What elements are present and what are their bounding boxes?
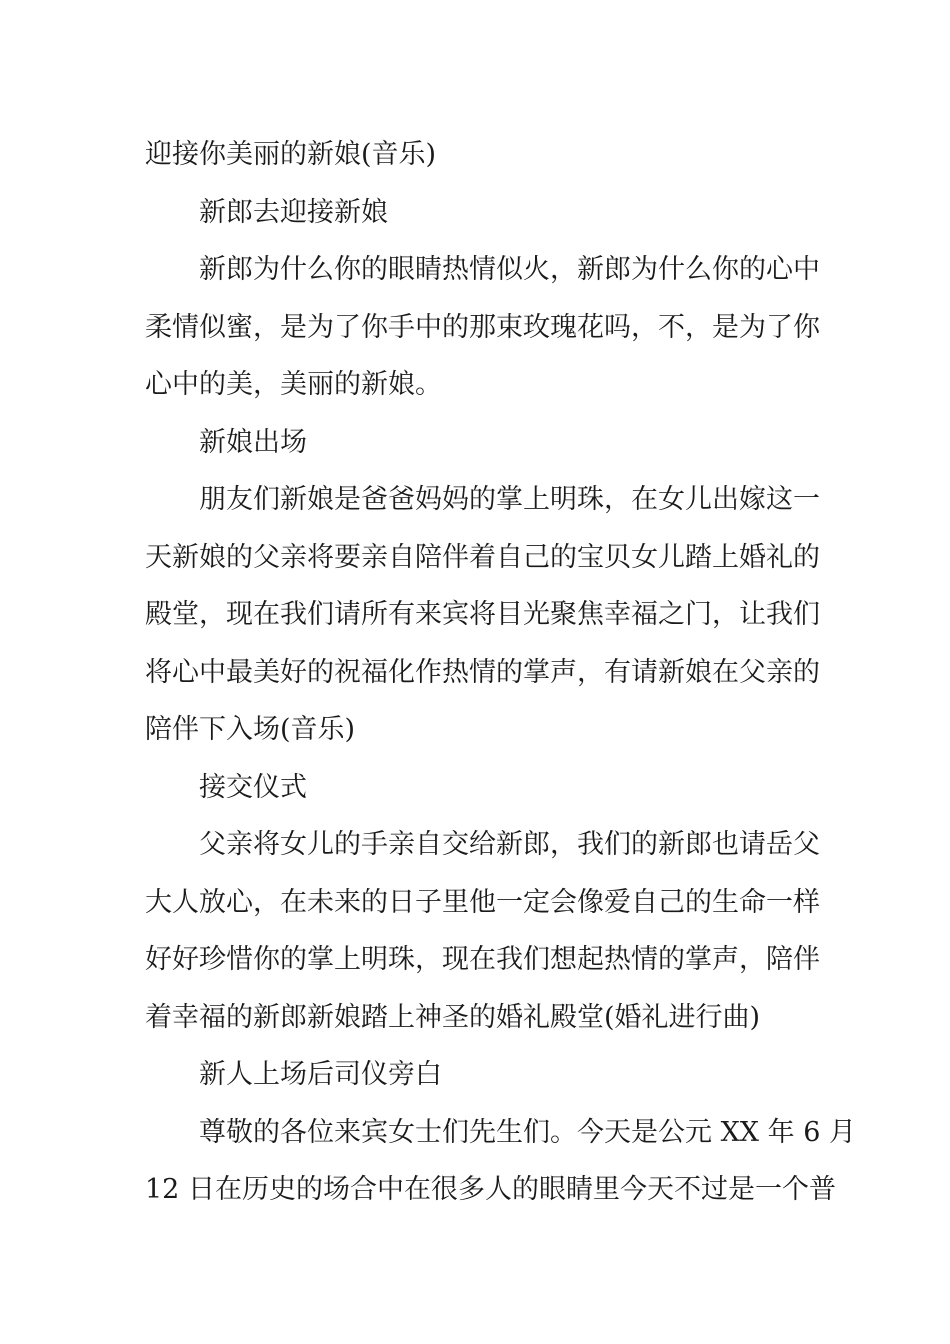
paragraph — [145, 241, 820, 414]
text-line: 大人放心，在未来的日子里他一定会像爱自己的生命一样 — [145, 886, 820, 918]
paragraph — [145, 471, 820, 759]
text-line: 新郎为什么你的眼睛热情似火，新郎为什么你的心中 — [199, 254, 820, 285]
text-line: 父亲将女儿的手亲自交给新郎，我们的新郎也请岳父 — [199, 829, 820, 860]
paragraph — [145, 759, 805, 817]
document-body — [145, 126, 856, 1219]
text-line: 将心中最美好的祝福化作热情的掌声，有请新娘在父亲的 — [145, 656, 820, 688]
text-line: 柔情似蜜，是为了你手中的那束玫瑰花吗，不，是为了你 — [145, 311, 820, 343]
text-line: 新娘出场 — [199, 426, 307, 458]
text-line: 朋友们新娘是爸爸妈妈的掌上明珠，在女儿出嫁这一 — [199, 484, 820, 515]
text-line: 接交仪式 — [199, 771, 307, 803]
paragraph — [145, 816, 820, 1046]
text-line: 新郎去迎接新娘 — [199, 196, 388, 228]
paragraph — [145, 414, 805, 472]
text-line: 心中的美，美丽的新娘。 — [145, 369, 442, 400]
text-line: 好好珍惜你的掌上明珠，现在我们想起热情的掌声，陪伴 — [145, 944, 820, 975]
text-line: 新人上场后司仪旁白 — [199, 1059, 442, 1090]
text-line: 尊敬的各位来宾女士们先生们。今天是公元 XX 年 6 月 — [199, 1116, 856, 1148]
text-line: 12 日在历史的场合中在很多人的眼睛里今天不过是一个普 — [145, 1174, 836, 1205]
text-line: 陪伴下入场(音乐) — [145, 714, 356, 745]
paragraph — [145, 1046, 805, 1104]
text-line: 天新娘的父亲将要亲自陪伴着自己的宝贝女儿踏上婚礼的 — [145, 541, 820, 573]
paragraph — [145, 184, 805, 242]
paragraph — [145, 1104, 856, 1219]
text-line: 迎接你美丽的新娘(音乐) — [145, 139, 437, 170]
paragraph — [145, 126, 805, 184]
text-line: 殿堂，现在我们请所有来宾将目光聚焦幸福之门，让我们 — [145, 599, 820, 630]
text-line: 着幸福的新郎新娘踏上神圣的婚礼殿堂(婚礼进行曲) — [145, 1001, 761, 1033]
